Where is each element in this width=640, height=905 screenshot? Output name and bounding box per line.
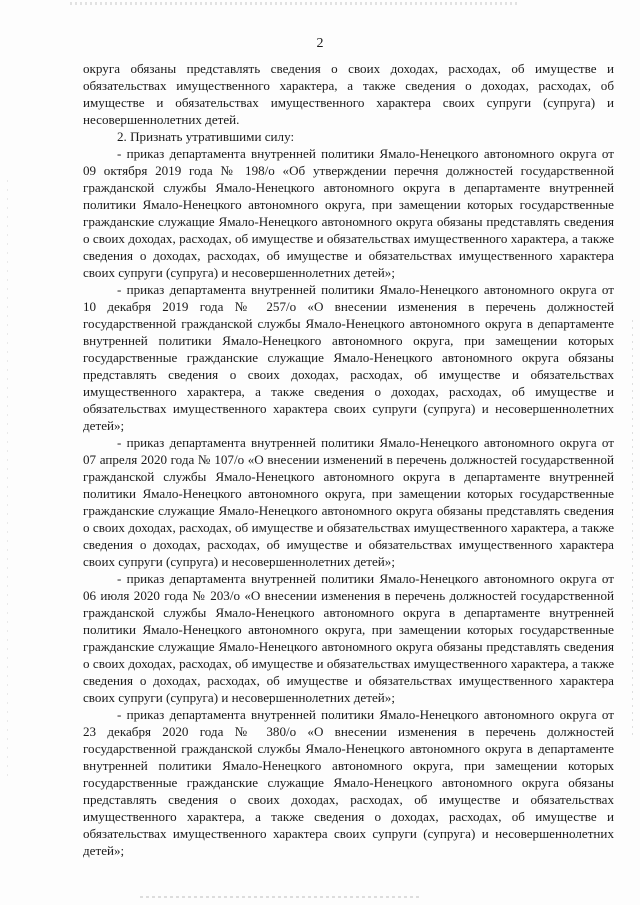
paragraph-order-203: - приказ департамента внутренней политики Ямало-Ненецкого автономного округа от 06 июля 2020 года № 203/о «О внесении изменения в перечень должностей государственной гражданской службы Ямало-Ненецкого автономного округа в департаменте внутренней политики Ямало-Ненецкого автономного округа, при замещении которых государственные гражданские служащие Ямало-Ненецкого автономного округа обязаны представлять сведения о своих доходах, расходах, об имуществе и обязательствах имущественного характера, а также сведения о доходах, расходах, об имуществе и обязательствах имущественного характера своих супруги (супруга) и несовершеннолетних детей»; — [83, 571, 614, 705]
scan-artifact-left — [7, 180, 8, 780]
scan-artifact-top — [70, 2, 520, 5]
scan-artifact-right — [632, 320, 633, 740]
paragraph-continuation: округа обязаны представлять сведения о своих доходах, расходах, об имуществе и обязательствах имущественного характера, а также сведения о доходах, расходах, об имуществе и обязательствах имущественного характера своих супруги (супруга) и несовершеннолетних детей. — [83, 61, 614, 127]
paragraph-order-107: - приказ департамента внутренней политики Ямало-Ненецкого автономного округа от 07 апреля 2020 года № 107/о «О внесении изменений в перечень должностей государственной гражданской службы Ямало-Ненецкого автономного округа в департаменте внутренней политики Ямало-Ненецкого автономного округа, при замещении которых государственные гражданские служащие Ямало-Ненецкого автономного округа обязаны представлять сведения о своих доходах, расходах, об имуществе и обязательствах имущественного характера, а также сведения о доходах, расходах, об имуществе и обязательствах имущественного характера своих супруги (супруга) и несовершеннолетних детей»; — [83, 435, 614, 569]
page-number: 2 — [316, 36, 324, 51]
paragraph-order-257: - приказ департамента внутренней политики Ямало-Ненецкого автономного округа от 10 декабря 2019 года № 257/о «О внесении изменения в перечень должностей государственной гражданской службы Ямало-Ненецкого автономного округа в департаменте внутренней политики Ямало-Ненецкого автономного округа, при замещении которых государственные гражданские служащие Ямало-Ненецкого автономного округа обязаны представлять сведения о своих доходах, расходах, об имуществе и обязательствах имущественного характера, а также сведения о доходах, расходах, об имуществе и обязательствах имущественного характера своих супруги (супруга) и несовершеннолетних детей»; — [83, 282, 614, 433]
document-body — [83, 60, 614, 859]
paragraph-order-198: - приказ департамента внутренней политики Ямало-Ненецкого автономного округа от 09 октября 2019 года № 198/о «Об утверждении перечня должностей государственной гражданской службы Ямало-Ненецкого автономного округа в департаменте внутренней политики Ямало-Ненецкого автономного округа, при замещении которых государственные гражданские служащие Ямало-Ненецкого автономного округа обязаны представлять сведения о своих доходах, расходах, об имуществе и обязательствах имущественного характера, а также сведения о доходах, расходах, об имуществе и обязательствах имущественного характера своих супруги (супруга) и несовершеннолетних детей»; — [83, 146, 614, 280]
scan-artifact-bottom — [140, 896, 420, 898]
paragraph-order-380: - приказ департамента внутренней политики Ямало-Ненецкого автономного округа от 23 декабря 2020 года № 380/о «О внесении изменения в перечень должностей государственной гражданской службы Ямало-Ненецкого автономного округа в департаменте внутренней политики Ямало-Ненецкого автономного округа, при замещении которых государственные гражданские служащие Ямало-Ненецкого автономного округа обязаны представлять сведения о своих доходах, расходах, об имуществе и обязательствах имущественного характера, а также сведения о доходах, расходах, об имуществе и обязательствах имущественного характера своих супруги (супруга) и несовершеннолетних детей»; — [83, 707, 614, 858]
paragraph-item-2: 2. Признать утратившими силу: — [117, 129, 295, 144]
